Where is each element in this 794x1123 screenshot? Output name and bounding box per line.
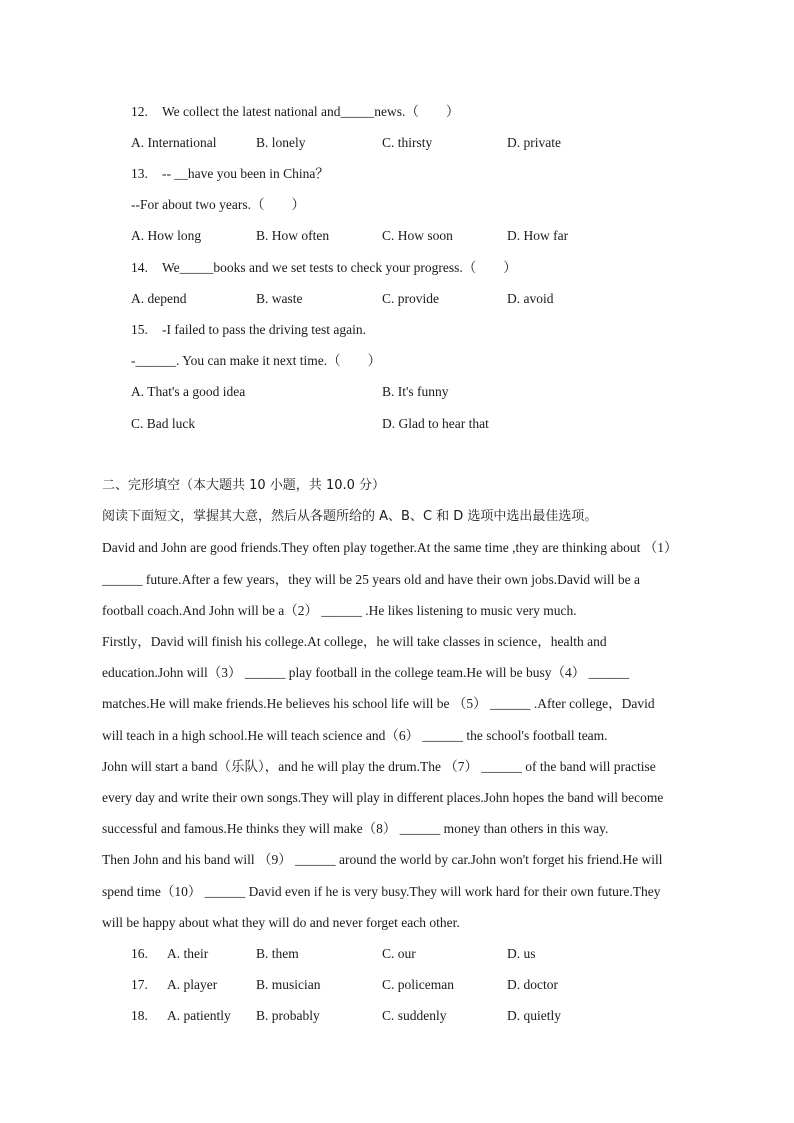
- passage-line: every day and write their own songs.They will play in different places.John hopes the band will become: [102, 790, 664, 805]
- question-text-15: -I failed to pass the driving test again.: [162, 322, 366, 337]
- option-18-d[interactable]: D. quietly: [507, 1008, 561, 1023]
- option-13-c[interactable]: C. How soon: [382, 228, 453, 243]
- question-number-18: 18.: [131, 1008, 148, 1023]
- passage-line: Then John and his band will （9） ______ around the world by car.John won't forget his friend.He will: [102, 852, 663, 867]
- passage-line: football coach.And John will be a（2） ______ .He likes listening to music very much.: [102, 603, 577, 618]
- question-number-14: 14.: [131, 260, 148, 275]
- option-12-c[interactable]: C. thirsty: [382, 135, 433, 150]
- question-number-17: 17.: [131, 977, 148, 992]
- option-14-b[interactable]: B. waste: [256, 291, 303, 306]
- option-14-c[interactable]: C. provide: [382, 291, 439, 306]
- question-number-16: 16.: [131, 946, 148, 961]
- option-15-b[interactable]: B. It's funny: [382, 384, 449, 399]
- question-text-15-reply: -______. You can make it next time.（ ）: [131, 353, 382, 368]
- option-18-b[interactable]: B. probably: [256, 1008, 320, 1023]
- passage-line: successful and famous.He thinks they will make（8） ______ money than others in this way.: [102, 821, 609, 836]
- question-text-13: -- __have you been in China？: [162, 166, 329, 181]
- option-16-b[interactable]: B. them: [256, 946, 299, 961]
- option-16-c[interactable]: C. our: [382, 946, 416, 961]
- option-13-d[interactable]: D. How far: [507, 228, 569, 243]
- option-17-b[interactable]: B. musician: [256, 977, 321, 992]
- option-14-a[interactable]: A. depend: [131, 291, 187, 306]
- passage-line: Firstly，David will finish his college.At college，he will take classes in science，health and: [102, 634, 607, 649]
- option-17-a[interactable]: A. player: [167, 977, 218, 992]
- passage-line: will teach in a high school.He will teach science and（6） ______ the school's football team.: [102, 728, 608, 743]
- passage-line: matches.He will make friends.He believes his school life will be （5） ______ .After college，David: [102, 696, 655, 711]
- question-text-14: We_____books and we set tests to check your progress.（ ）: [162, 260, 517, 275]
- option-16-a[interactable]: A. their: [167, 946, 209, 961]
- section-heading: 二、完形填空（本大题共 10 小题，共 10.0 分）: [102, 478, 386, 493]
- option-18-c[interactable]: C. suddenly: [382, 1008, 447, 1023]
- option-15-d[interactable]: D. Glad to hear that: [382, 416, 489, 431]
- passage-line: spend time（10） ______ David even if he is very busy.They will work hard for their own future.They: [102, 884, 661, 899]
- passage-line: John will start a band（乐队），and he will play the drum.The （7） ______ of the band will practise: [102, 759, 656, 774]
- question-number-15: 15.: [131, 322, 148, 337]
- option-12-d[interactable]: D. private: [507, 135, 561, 150]
- option-17-c[interactable]: C. policeman: [382, 977, 454, 992]
- question-number-12: 12.: [131, 104, 148, 119]
- question-text-13-reply: --For about two years.（ ）: [131, 197, 305, 212]
- option-15-a[interactable]: A. That's a good idea: [131, 384, 246, 399]
- option-13-b[interactable]: B. How often: [256, 228, 330, 243]
- option-18-a[interactable]: A. patiently: [167, 1008, 231, 1023]
- option-13-a[interactable]: A. How long: [131, 228, 202, 243]
- passage-line: education.John will（3） ______ play football in the college team.He will be busy（4） ______: [102, 665, 630, 680]
- option-12-a[interactable]: A. International: [131, 135, 217, 150]
- passage-line: ______ future.After a few years，they will be 25 years old and have their own jobs.David will be a: [102, 572, 640, 587]
- option-14-d[interactable]: D. avoid: [507, 291, 554, 306]
- option-17-d[interactable]: D. doctor: [507, 977, 558, 992]
- question-number-13: 13.: [131, 166, 148, 181]
- passage-line: will be happy about what they will do and never forget each other.: [102, 915, 460, 930]
- option-12-b[interactable]: B. lonely: [256, 135, 306, 150]
- question-text-12: We collect the latest national and_____news.（ ）: [162, 104, 460, 119]
- passage-line: David and John are good friends.They often play together.At the same time ,they are thinking about （1）: [102, 540, 678, 555]
- option-16-d[interactable]: D. us: [507, 946, 536, 961]
- section-instruction: 阅读下面短文，掌握其大意，然后从各题所给的 A、B、C 和 D 选项中选出最佳选项。: [102, 509, 598, 524]
- option-15-c[interactable]: C. Bad luck: [131, 416, 196, 431]
